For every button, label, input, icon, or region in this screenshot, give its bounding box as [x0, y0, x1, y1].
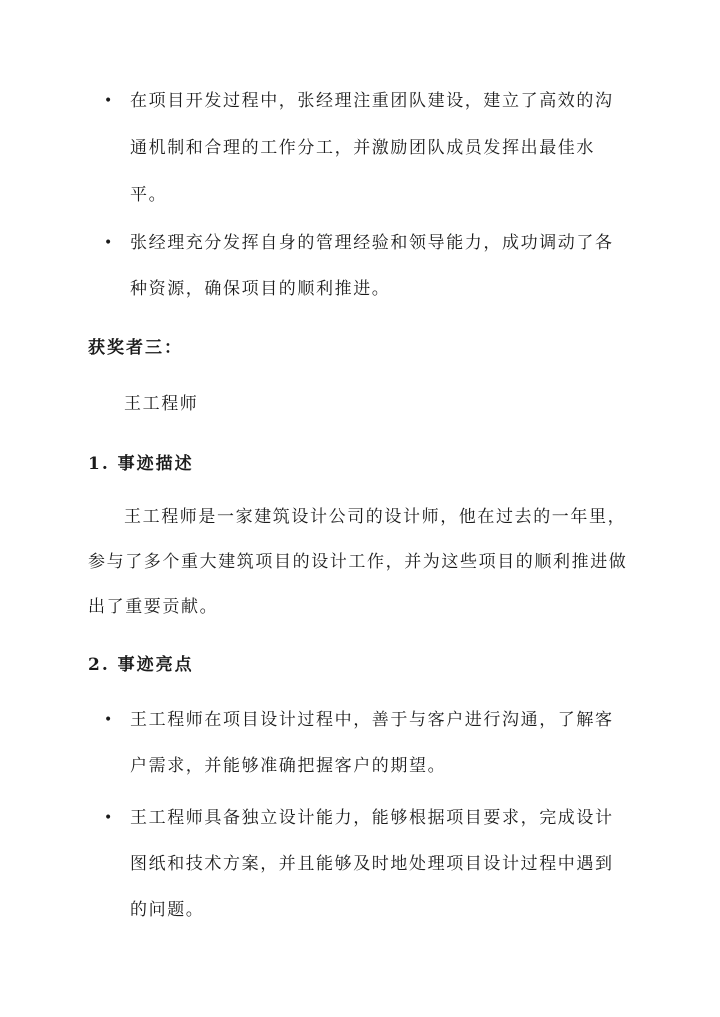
- description-paragraph: 王工程师是一家建筑设计公司的设计师，他在过去的一年里，参与了多个重大建筑项目的设计工作，并为这些项目的顺利推进做出了重要贡献。: [88, 507, 628, 617]
- bullet-text: 张经理充分发挥自身的管理经验和领导能力，成功调动了各种资源，确保项目的顺利推进。: [130, 233, 614, 299]
- bullet-text: 在项目开发过程中，张经理注重团队建设，建立了高效的沟通机制和合理的工作分工，并激励团队成员发挥出最佳水平。: [130, 91, 614, 205]
- bullet-dot: •: [104, 712, 113, 728]
- bullet-dot: •: [104, 235, 113, 251]
- bullet-text: 王工程师具备独立设计能力，能够根据项目要求，完成设计图纸和技术方案，并且能够及时地处理项目设计过程中遇到的问题。: [130, 808, 614, 920]
- section-heading-highlights: 2. 事迹亮点: [88, 655, 194, 675]
- bullet-text: 王工程师在项目设计过程中，善于与客户进行沟通，了解客户需求，并能够准确把握客户的期望。: [130, 710, 614, 776]
- bullet-dot: •: [104, 93, 113, 109]
- winner-heading: 获奖者三：: [88, 338, 183, 358]
- bullet-dot: •: [104, 810, 113, 826]
- winner-name: 王工程师: [124, 394, 199, 414]
- section-heading-description: 1. 事迹描述: [88, 454, 194, 474]
